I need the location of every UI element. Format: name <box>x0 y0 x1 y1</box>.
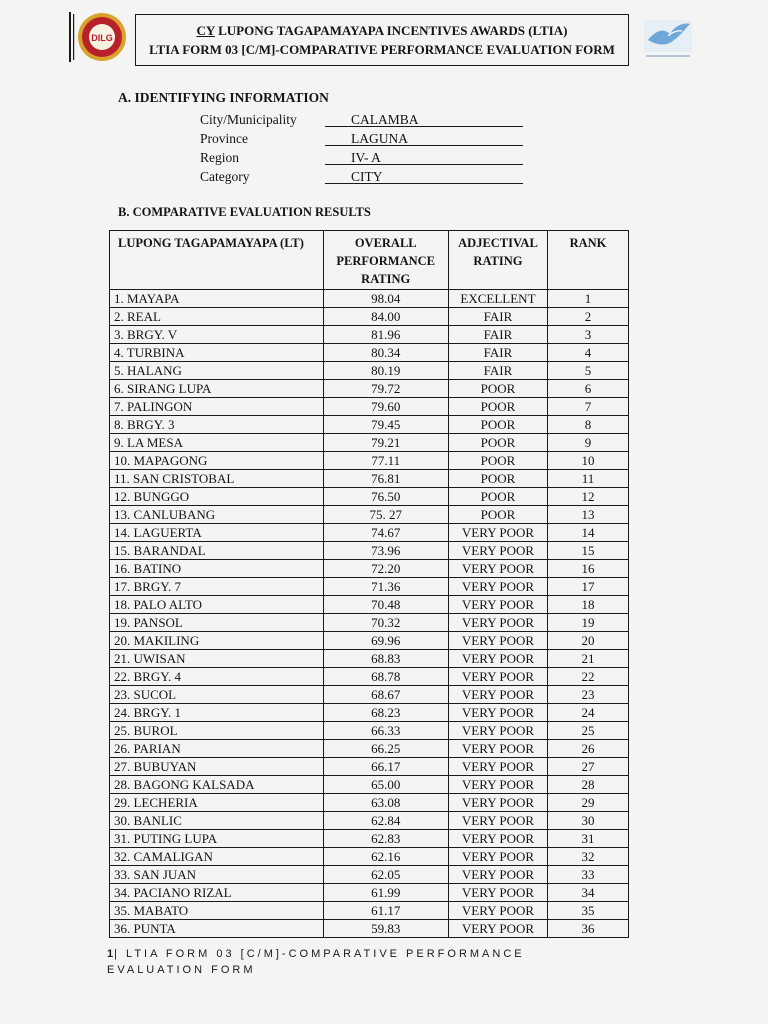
adjectival-rating-cell: FAIR <box>448 344 547 362</box>
rank-cell: 20 <box>548 632 629 650</box>
overall-rating-cell: 70.48 <box>323 596 448 614</box>
overall-rating-cell: 75. 27 <box>323 506 448 524</box>
table-row <box>110 740 629 758</box>
rank-cell: 24 <box>548 704 629 722</box>
lupong-name-cell: 13. CANLUBANG <box>110 506 324 524</box>
dilg-seal-logo <box>66 10 128 64</box>
rank-cell: 36 <box>548 920 629 938</box>
rank-cell: 9 <box>548 434 629 452</box>
overall-rating-cell: 73.96 <box>323 542 448 560</box>
adjectival-rating-cell: POOR <box>448 452 547 470</box>
rank-cell: 29 <box>548 794 629 812</box>
overall-rating-cell: 80.19 <box>323 362 448 380</box>
table-row <box>110 398 629 416</box>
lupong-name-cell: 32. CAMALIGAN <box>110 848 324 866</box>
table-row <box>110 488 629 506</box>
rank-cell: 26 <box>548 740 629 758</box>
rank-cell: 21 <box>548 650 629 668</box>
overall-rating-cell: 61.99 <box>323 884 448 902</box>
rank-cell: 11 <box>548 470 629 488</box>
table-row <box>110 434 629 452</box>
rank-cell: 13 <box>548 506 629 524</box>
rank-cell: 30 <box>548 812 629 830</box>
overall-rating-cell: 62.05 <box>323 866 448 884</box>
logo-left-text: DILG <box>91 33 113 43</box>
lupong-name-cell: 3. BRGY. V <box>110 326 324 344</box>
adjectival-rating-cell: POOR <box>448 506 547 524</box>
rank-cell: 22 <box>548 668 629 686</box>
table-row <box>110 344 629 362</box>
form-title-box <box>135 14 629 66</box>
table-row <box>110 812 629 830</box>
table-row <box>110 794 629 812</box>
city-label: City/Municipality <box>200 112 297 127</box>
table-row <box>110 578 629 596</box>
adjectival-rating-cell: VERY POOR <box>448 560 547 578</box>
category-label: Category <box>200 169 250 184</box>
overall-rating-cell: 59.83 <box>323 920 448 938</box>
overall-rating-cell: 79.60 <box>323 398 448 416</box>
table-row <box>110 902 629 920</box>
overall-rating-cell: 61.17 <box>323 902 448 920</box>
overall-rating-cell: 76.81 <box>323 470 448 488</box>
overall-rating-cell: 63.08 <box>323 794 448 812</box>
table-row <box>110 848 629 866</box>
adjectival-rating-cell: VERY POOR <box>448 542 547 560</box>
rank-cell: 23 <box>548 686 629 704</box>
rank-cell: 4 <box>548 344 629 362</box>
table-row <box>110 596 629 614</box>
title-line-2: LTIA FORM 03 [C/M]-COMPARATIVE PERFORMANCE EVALUATION FORM <box>149 42 615 57</box>
overall-rating-cell: 80.34 <box>323 344 448 362</box>
overall-rating-cell: 68.67 <box>323 686 448 704</box>
table-row <box>110 920 629 938</box>
table-row <box>110 560 629 578</box>
rank-cell: 33 <box>548 866 629 884</box>
rank-cell: 34 <box>548 884 629 902</box>
rank-cell: 17 <box>548 578 629 596</box>
table-row <box>110 704 629 722</box>
table-row <box>110 632 629 650</box>
table-row <box>110 650 629 668</box>
adjectival-rating-cell: VERY POOR <box>448 632 547 650</box>
table-row <box>110 776 629 794</box>
overall-rating-cell: 66.17 <box>323 758 448 776</box>
col-header-overall-rating: OVERALL PERFORMANCE RATING <box>323 231 448 290</box>
rank-cell: 16 <box>548 560 629 578</box>
adjectival-rating-cell: POOR <box>448 470 547 488</box>
overall-rating-cell: 66.25 <box>323 740 448 758</box>
table-row <box>110 884 629 902</box>
lupong-name-cell: 16. BATINO <box>110 560 324 578</box>
rank-cell: 27 <box>548 758 629 776</box>
lupong-name-cell: 4. TURBINA <box>110 344 324 362</box>
overall-rating-cell: 70.32 <box>323 614 448 632</box>
col-header-adjectival-rating: ADJECTIVAL RATING <box>448 231 547 290</box>
lupong-name-cell: 33. SAN JUAN <box>110 866 324 884</box>
adjectival-rating-cell: VERY POOR <box>448 722 547 740</box>
rank-cell: 6 <box>548 380 629 398</box>
rank-cell: 1 <box>548 290 629 308</box>
overall-rating-cell: 77.11 <box>323 452 448 470</box>
lupong-name-cell: 17. BRGY. 7 <box>110 578 324 596</box>
col-header-rank: RANK <box>548 231 629 290</box>
lupong-name-cell: 10. MAPAGONG <box>110 452 324 470</box>
adjectival-rating-cell: VERY POOR <box>448 776 547 794</box>
table-row <box>110 614 629 632</box>
adjectival-rating-cell: POOR <box>448 488 547 506</box>
adjectival-rating-cell: VERY POOR <box>448 614 547 632</box>
lupong-name-cell: 8. BRGY. 3 <box>110 416 324 434</box>
overall-rating-cell: 68.78 <box>323 668 448 686</box>
rank-cell: 5 <box>548 362 629 380</box>
table-row <box>110 290 629 308</box>
lupong-name-cell: 12. BUNGGO <box>110 488 324 506</box>
overall-rating-cell: 68.83 <box>323 650 448 668</box>
overall-rating-cell: 62.84 <box>323 812 448 830</box>
region-value: IV- A <box>325 150 523 165</box>
rank-cell: 7 <box>548 398 629 416</box>
title-line-1: CY LUPONG TAGAPAMAYAPA INCENTIVES AWARDS (LTIA) <box>196 23 568 38</box>
overall-rating-cell: 68.23 <box>323 704 448 722</box>
lupong-name-cell: 1. MAYAPA <box>110 290 324 308</box>
adjectival-rating-cell: FAIR <box>448 362 547 380</box>
table-row <box>110 758 629 776</box>
lupong-name-cell: 29. LECHERIA <box>110 794 324 812</box>
lupong-name-cell: 21. UWISAN <box>110 650 324 668</box>
adjectival-rating-cell: VERY POOR <box>448 830 547 848</box>
adjectival-rating-cell: EXCELLENT <box>448 290 547 308</box>
ltia-dove-logo <box>638 18 698 62</box>
lupong-name-cell: 28. BAGONG KALSADA <box>110 776 324 794</box>
overall-rating-cell: 81.96 <box>323 326 448 344</box>
adjectival-rating-cell: VERY POOR <box>448 902 547 920</box>
category-value: CITY <box>325 169 523 184</box>
rank-cell: 8 <box>548 416 629 434</box>
lupong-name-cell: 18. PALO ALTO <box>110 596 324 614</box>
adjectival-rating-cell: POOR <box>448 398 547 416</box>
table-row <box>110 380 629 398</box>
adjectival-rating-cell: VERY POOR <box>448 866 547 884</box>
overall-rating-cell: 71.36 <box>323 578 448 596</box>
overall-rating-cell: 98.04 <box>323 290 448 308</box>
footer-line-2: EVALUATION FORM <box>107 964 256 976</box>
adjectival-rating-cell: VERY POOR <box>448 848 547 866</box>
region-label: Region <box>200 150 239 165</box>
overall-rating-cell: 72.20 <box>323 560 448 578</box>
table-row <box>110 506 629 524</box>
rank-cell: 35 <box>548 902 629 920</box>
table-row <box>110 686 629 704</box>
overall-rating-cell: 79.72 <box>323 380 448 398</box>
table-row <box>110 416 629 434</box>
lupong-name-cell: 20. MAKILING <box>110 632 324 650</box>
page-number: 1 <box>107 948 115 960</box>
overall-rating-cell: 79.21 <box>323 434 448 452</box>
adjectival-rating-cell: VERY POOR <box>448 758 547 776</box>
footer-line-1: 1| LTIA FORM 03 [C/M]-COMPARATIVE PERFORMANCE <box>107 948 525 960</box>
overall-rating-cell: 62.16 <box>323 848 448 866</box>
overall-rating-cell: 62.83 <box>323 830 448 848</box>
overall-rating-cell: 65.00 <box>323 776 448 794</box>
rank-cell: 32 <box>548 848 629 866</box>
table-row <box>110 668 629 686</box>
adjectival-rating-cell: VERY POOR <box>448 884 547 902</box>
lupong-name-cell: 23. SUCOL <box>110 686 324 704</box>
lupong-name-cell: 25. BUROL <box>110 722 324 740</box>
rank-cell: 28 <box>548 776 629 794</box>
overall-rating-cell: 84.00 <box>323 308 448 326</box>
page-footer <box>107 946 525 978</box>
lupong-name-cell: 30. BANLIC <box>110 812 324 830</box>
section-a-heading: A. IDENTIFYING INFORMATION <box>118 90 329 105</box>
adjectival-rating-cell: POOR <box>448 416 547 434</box>
lupong-name-cell: 35. MABATO <box>110 902 324 920</box>
table-row <box>110 830 629 848</box>
rank-cell: 19 <box>548 614 629 632</box>
table-row <box>110 308 629 326</box>
rank-cell: 15 <box>548 542 629 560</box>
lupong-name-cell: 14. LAGUERTA <box>110 524 324 542</box>
overall-rating-cell: 74.67 <box>323 524 448 542</box>
rank-cell: 3 <box>548 326 629 344</box>
table-header-row <box>110 231 629 290</box>
adjectival-rating-cell: FAIR <box>448 308 547 326</box>
adjectival-rating-cell: VERY POOR <box>448 812 547 830</box>
lupong-name-cell: 34. PACIANO RIZAL <box>110 884 324 902</box>
lupong-name-cell: 7. PALINGON <box>110 398 324 416</box>
rank-cell: 10 <box>548 452 629 470</box>
table-row <box>110 326 629 344</box>
evaluation-results-table <box>109 230 629 938</box>
table-row <box>110 470 629 488</box>
lupong-name-cell: 2. REAL <box>110 308 324 326</box>
lupong-name-cell: 11. SAN CRISTOBAL <box>110 470 324 488</box>
adjectival-rating-cell: VERY POOR <box>448 524 547 542</box>
overall-rating-cell: 66.33 <box>323 722 448 740</box>
lupong-name-cell: 22. BRGY. 4 <box>110 668 324 686</box>
lupong-name-cell: 27. BUBUYAN <box>110 758 324 776</box>
overall-rating-cell: 79.45 <box>323 416 448 434</box>
adjectival-rating-cell: VERY POOR <box>448 794 547 812</box>
table-row <box>110 452 629 470</box>
table-row <box>110 542 629 560</box>
rank-cell: 25 <box>548 722 629 740</box>
rank-cell: 18 <box>548 596 629 614</box>
lupong-name-cell: 6. SIRANG LUPA <box>110 380 324 398</box>
adjectival-rating-cell: VERY POOR <box>448 704 547 722</box>
lupong-name-cell: 24. BRGY. 1 <box>110 704 324 722</box>
table-row <box>110 362 629 380</box>
lupong-name-cell: 31. PUTING LUPA <box>110 830 324 848</box>
lupong-name-cell: 9. LA MESA <box>110 434 324 452</box>
table-body <box>110 290 629 938</box>
rank-cell: 31 <box>548 830 629 848</box>
overall-rating-cell: 69.96 <box>323 632 448 650</box>
table-row <box>110 524 629 542</box>
rank-cell: 14 <box>548 524 629 542</box>
adjectival-rating-cell: VERY POOR <box>448 920 547 938</box>
adjectival-rating-cell: VERY POOR <box>448 650 547 668</box>
adjectival-rating-cell: POOR <box>448 380 547 398</box>
rank-cell: 12 <box>548 488 629 506</box>
lupong-name-cell: 5. HALANG <box>110 362 324 380</box>
col-header-lupong: LUPONG TAGAPAMAYAPA (LT) <box>110 231 324 290</box>
adjectival-rating-cell: FAIR <box>448 326 547 344</box>
table-row <box>110 866 629 884</box>
adjectival-rating-cell: VERY POOR <box>448 578 547 596</box>
adjectival-rating-cell: VERY POOR <box>448 596 547 614</box>
adjectival-rating-cell: VERY POOR <box>448 686 547 704</box>
lupong-name-cell: 15. BARANDAL <box>110 542 324 560</box>
adjectival-rating-cell: VERY POOR <box>448 740 547 758</box>
lupong-name-cell: 26. PARIAN <box>110 740 324 758</box>
adjectival-rating-cell: VERY POOR <box>448 668 547 686</box>
lupong-name-cell: 36. PUNTA <box>110 920 324 938</box>
lupong-name-cell: 19. PANSOL <box>110 614 324 632</box>
table-row <box>110 722 629 740</box>
adjectival-rating-cell: POOR <box>448 434 547 452</box>
city-value: CALAMBA <box>325 112 523 127</box>
section-b-heading: B. COMPARATIVE EVALUATION RESULTS <box>118 205 371 219</box>
province-label: Province <box>200 131 248 146</box>
overall-rating-cell: 76.50 <box>323 488 448 506</box>
province-value: LAGUNA <box>325 131 523 146</box>
rank-cell: 2 <box>548 308 629 326</box>
